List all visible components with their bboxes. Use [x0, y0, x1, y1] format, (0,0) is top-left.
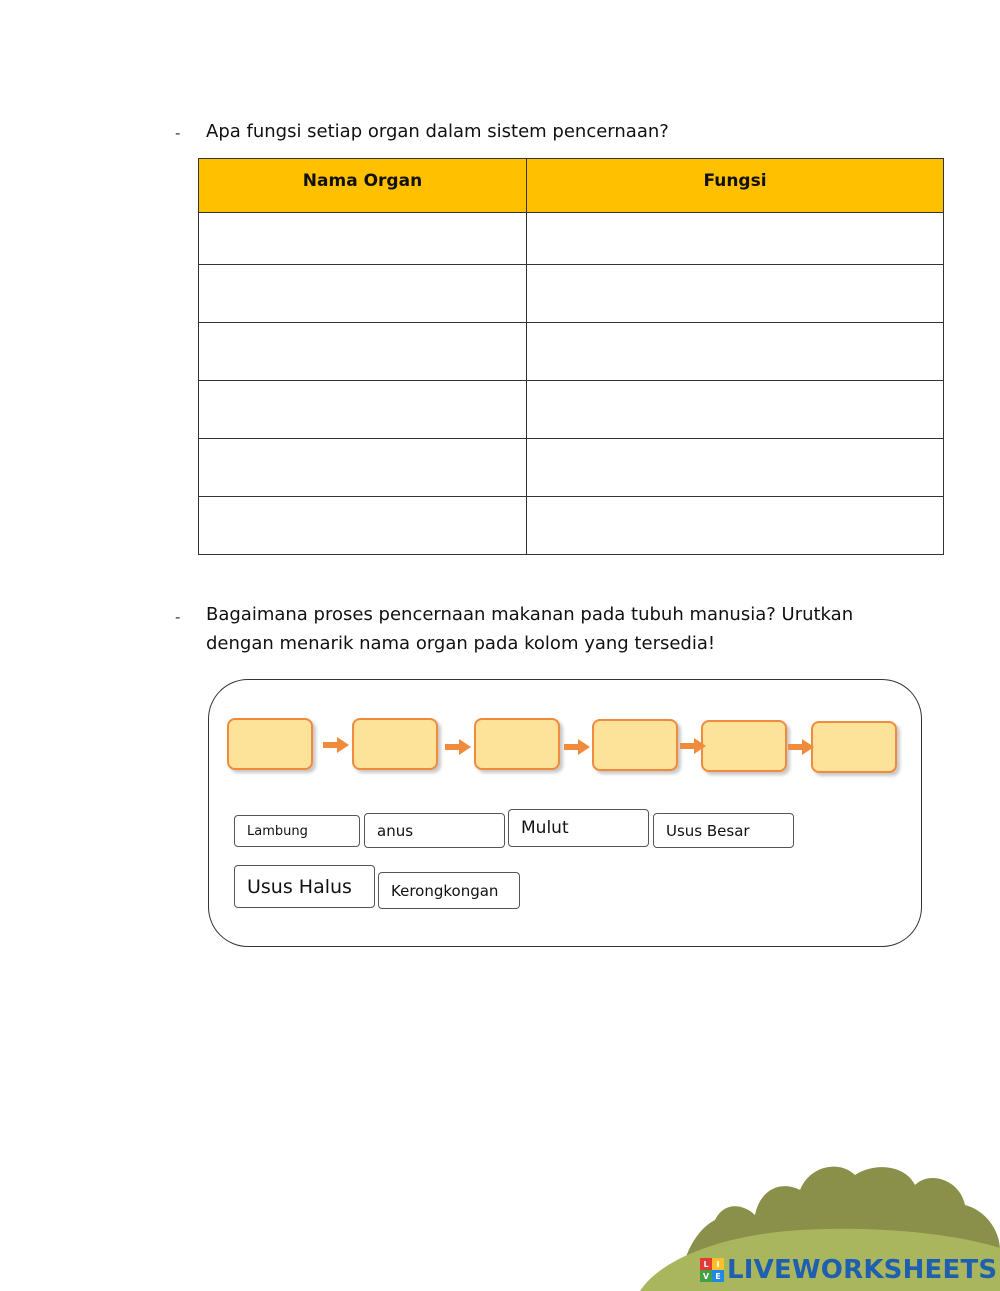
organ-name-cell[interactable] [199, 265, 527, 323]
arrow-right-icon [445, 739, 471, 755]
function-cell[interactable] [527, 323, 944, 381]
arrow-right-icon [564, 739, 590, 755]
table-row [199, 213, 944, 265]
liveworksheets-logo-icon [700, 1258, 724, 1282]
arrow-right-icon [788, 739, 814, 755]
organ-name-cell[interactable] [199, 381, 527, 439]
function-cell[interactable] [527, 439, 944, 497]
organ-name-cell[interactable] [199, 439, 527, 497]
drop-slot-6[interactable] [811, 721, 897, 773]
table-row [199, 323, 944, 381]
table-row [199, 439, 944, 497]
arrow-right-icon [323, 737, 349, 753]
choice-usus-halus[interactable]: Usus Halus [234, 865, 375, 908]
function-cell[interactable] [527, 213, 944, 265]
choice-mulut[interactable]: Mulut [508, 809, 649, 847]
logo-letter: V [700, 1270, 712, 1282]
choice-kerongkongan[interactable]: Kerongkongan [378, 872, 520, 909]
arrow-right-icon [680, 738, 706, 754]
function-cell[interactable] [527, 497, 944, 555]
choice-usus-besar[interactable]: Usus Besar [653, 813, 794, 848]
drop-slot-1[interactable] [227, 718, 313, 770]
drop-slot-2[interactable] [352, 718, 438, 770]
question-1: Apa fungsi setiap organ dalam sistem pencernaan? [206, 121, 669, 142]
choice-lambung[interactable]: Lambung [234, 815, 360, 847]
header-nama-organ: Nama Organ [199, 159, 527, 213]
logo-letter: E [712, 1270, 724, 1282]
question-2-line-1: Bagaimana proses pencernaan makanan pada tubuh manusia? Urutkan [206, 604, 854, 625]
table-row [199, 497, 944, 555]
header-fungsi: Fungsi [527, 159, 944, 213]
organ-name-cell[interactable] [199, 323, 527, 381]
organ-function-table [198, 158, 944, 555]
organ-name-cell[interactable] [199, 497, 527, 555]
bullet-dash-1: - [175, 124, 181, 142]
question-2-line-2: dengan menarik nama organ pada kolom yang tersedia! [206, 633, 716, 654]
bullet-dash-2: - [175, 608, 181, 626]
logo-letter: I [712, 1258, 724, 1270]
liveworksheets-wordmark: LIVEWORKSHEETS [727, 1255, 998, 1285]
drop-slot-5[interactable] [701, 720, 787, 772]
function-cell[interactable] [527, 381, 944, 439]
table-row [199, 265, 944, 323]
liveworksheets-brand [700, 1254, 997, 1286]
function-cell[interactable] [527, 265, 944, 323]
drop-slot-4[interactable] [592, 719, 678, 771]
drop-slot-3[interactable] [474, 718, 560, 770]
table-row [199, 381, 944, 439]
logo-letter: L [700, 1258, 712, 1270]
table-header-row [199, 159, 944, 213]
choice-anus[interactable]: anus [364, 813, 505, 848]
organ-name-cell[interactable] [199, 213, 527, 265]
